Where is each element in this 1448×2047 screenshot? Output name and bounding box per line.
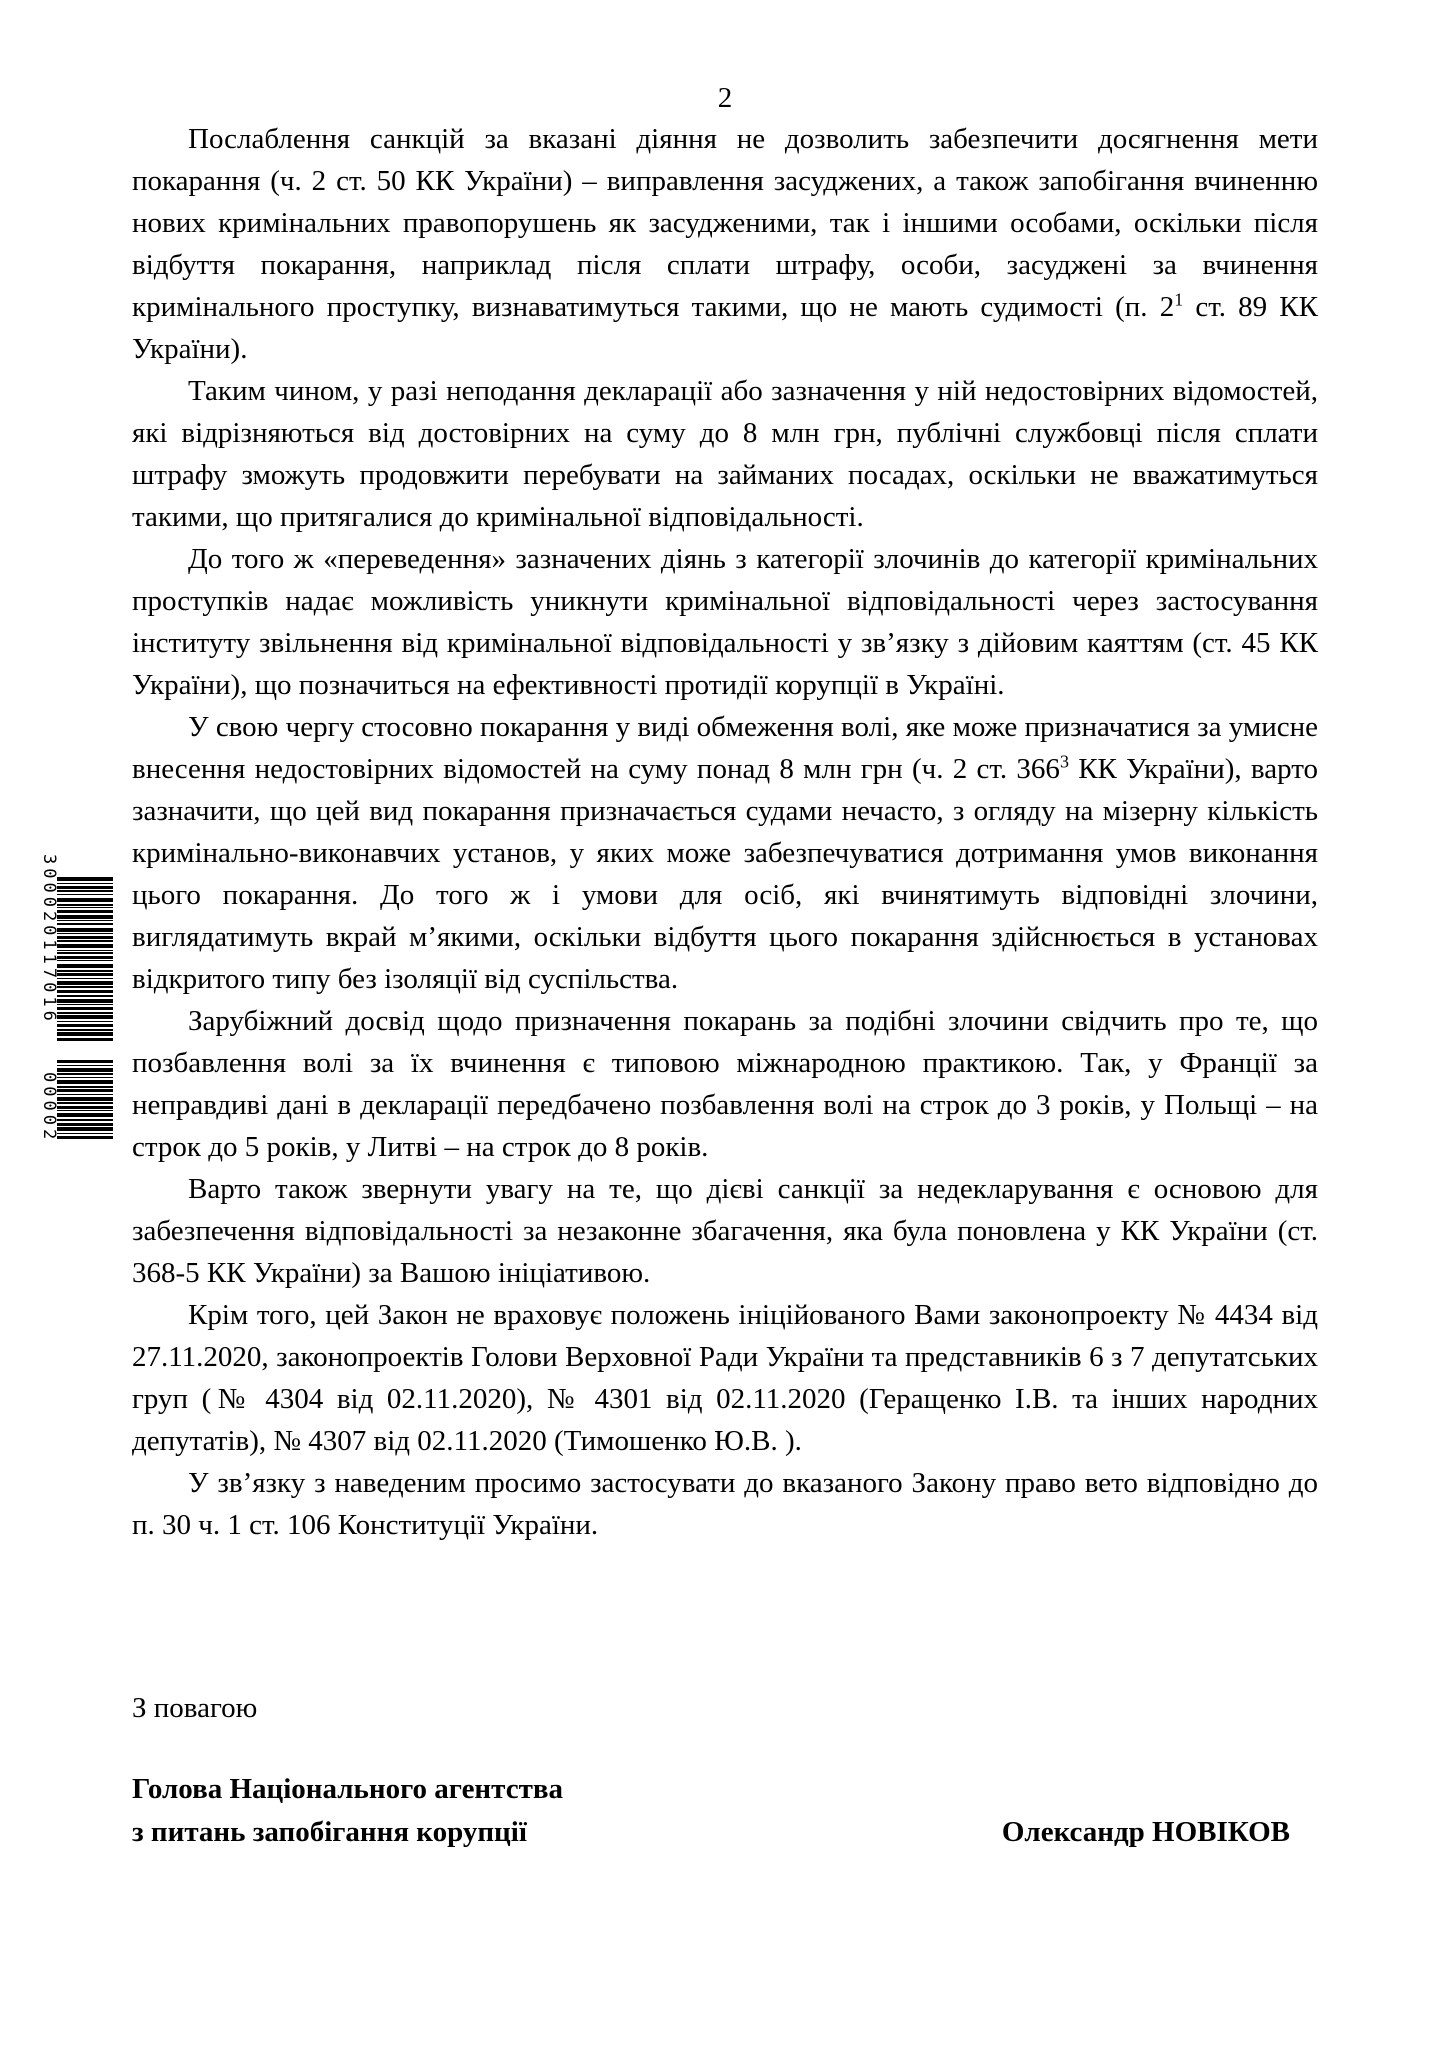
signer-name: Олександр НОВІКОВ xyxy=(1001,1816,1290,1848)
barcode-bar xyxy=(57,1029,113,1031)
barcode-bar xyxy=(57,999,113,1003)
paragraph: У свою чергу стосовно покарання у виді обмеження волі, яке може призначатися за умисне внесення недостовірних відомостей на суму понад 8 млн грн (ч. 2 ст. $366^3$ КК України), варто зазначити, що цей вид покарання призначається судами нечасто, з огляду на мізерну кількість кримінально-виконавчих установ, у яких може забезпечуватися дотримання умов виконання цього покарання. До того ж і умови для осіб, які вчинятимуть відповідні злочини, виглядатимуть вкрай м’якими, оскільки відбуття цього покарання здійснюється в установах відкритого типу без ізоляції від суспільства. xyxy=(132,711,1318,995)
page-number: 2 xyxy=(717,82,733,114)
paragraph: До того ж «переведення» зазначених діянь з категорії злочинів до категорії кримінальних проступків надає можливість уникнути кримінальної відповідальності через застосування інституту звільнення від кримінальної відповідальності у зв’язку з дійовим каяттям (ст. 45 КК України), що позначиться на ефективності протидії корупції в Україні. xyxy=(132,543,1318,701)
barcode-bar xyxy=(57,890,113,892)
barcode-bar xyxy=(57,956,113,959)
barcode-bar xyxy=(57,1060,113,1063)
barcode-bar xyxy=(57,950,113,951)
barcode-bar xyxy=(57,1015,113,1019)
barcode-bar xyxy=(57,907,113,908)
barcode-bar xyxy=(57,923,113,925)
barcode-bar xyxy=(57,1094,113,1095)
signer-title-line1: Голова Національного агентства xyxy=(132,1773,564,1805)
barcode-bar xyxy=(57,928,113,932)
paragraph: Крім того, цей Закон не враховує положень ініційованого Вами законопроекту № 4434 від 27.11.2020, законопроектів Голови Верховної Ради України та представників 6 з 7 депутатських груп (№ 4304 від 02.11.2020), № 4301 від 02.11.2020 (Геращенко І.В. та інших народних депутатів), № 4307 від 02.11.2020 (Тимошенко Ю.В. ). xyxy=(132,1299,1318,1457)
barcode-bar xyxy=(57,1113,113,1117)
barcode-bar xyxy=(57,970,113,972)
barcode-bar xyxy=(57,1024,113,1027)
barcode-bar xyxy=(57,894,113,895)
barcode-bar xyxy=(57,1021,113,1022)
barcode-bar xyxy=(57,1080,113,1084)
barcode-bar xyxy=(57,1127,113,1131)
paragraph: Таким чином, у разі неподання декларації або зазначення у ній недостовірних відомостей, які відрізняються від достовірних на суму до 8 млн грн, публічні службовці після сплати штрафу зможуть продовжити перебувати на займаних посадах, оскільки не вважатимуться такими, що притягалися до кримінальної відповідальності. xyxy=(132,375,1318,533)
paragraph: Варто також звернути увагу на те, що дієві санкції за недекларування є основою для забезпечення відповідальності за незаконне збагачення, яка була поновлена у КК України (ст. 368-5 КК України) за Вашою ініціативою. xyxy=(132,1173,1318,1289)
barcode-bar xyxy=(57,1073,113,1075)
barcode-bar xyxy=(57,936,113,939)
barcode-bar xyxy=(57,978,113,979)
barcode-bar xyxy=(57,940,113,942)
barcode-bar xyxy=(57,1136,113,1139)
barcode-number-secondary: 00002 xyxy=(39,1072,59,1144)
barcode-rotated-strip xyxy=(35,846,113,1156)
superscript: 1 xyxy=(1174,289,1184,310)
barcode-bar xyxy=(57,952,113,954)
barcode xyxy=(35,846,113,1156)
barcode-bar xyxy=(57,1086,113,1088)
paragraph: У зв’язку з наведеним просимо застосувати до вказаного Закону право вето відповідно до п. 30 ч. 1 ст. 106 Конституції України. xyxy=(132,1467,1318,1541)
barcode-bar xyxy=(57,981,113,985)
barcode-bar xyxy=(57,995,113,997)
barcode-bar xyxy=(57,1133,113,1134)
barcode-bar xyxy=(57,964,113,968)
barcode-bar xyxy=(57,904,113,906)
barcode-bar xyxy=(57,910,113,913)
barcode-bar xyxy=(57,1110,113,1111)
paragraph: Послаблення санкцій за вказані діяння не дозволить забезпечити досягнення мети покарання (ч. 2 ст. 50 КК України) – виправлення засуджених, а також запобігання вчиненню нових кримінальних правопорушень як засудженими, так і іншими особами, оскільки після відбуття покарання, наприклад після сплати штрафу, особи, засуджені за вчинення кримінального проступку, визнаватимуться такими, що не мають судимості (п. $2^1$ ст. 89 КК України). xyxy=(132,123,1318,365)
signer-title-line2: з питань запобігання корупції xyxy=(132,1816,527,1848)
barcode-bar xyxy=(57,1032,113,1036)
closing-salutation: З повагою xyxy=(132,1692,258,1724)
barcode-bar xyxy=(57,960,113,961)
barcode-bar xyxy=(57,1004,113,1005)
document-body xyxy=(132,118,1318,1546)
signature-block xyxy=(132,1768,1318,1854)
barcode-bar xyxy=(57,990,113,993)
barcode-bar xyxy=(57,1106,113,1109)
barcode-bar xyxy=(57,886,113,889)
barcode-bar xyxy=(57,877,113,881)
barcode-bars-group1 xyxy=(57,877,113,1041)
barcode-bar xyxy=(57,944,113,948)
barcode-bar xyxy=(57,1007,113,1010)
barcode-bar xyxy=(57,1089,113,1092)
barcode-bar xyxy=(57,1012,113,1014)
barcode-bars-group2 xyxy=(57,1060,113,1139)
barcode-bar xyxy=(57,898,113,902)
barcode-bar xyxy=(57,1119,113,1121)
barcode-bar xyxy=(57,1038,113,1041)
barcode-bar xyxy=(57,1065,113,1066)
barcode-bar xyxy=(57,915,113,919)
barcode-bar xyxy=(57,1077,113,1078)
barcode-number-primary: 300020117016 xyxy=(39,854,59,1025)
barcode-bar xyxy=(57,1123,113,1126)
barcode-bar xyxy=(57,1102,113,1104)
barcode-bar xyxy=(57,933,113,934)
barcode-bar xyxy=(57,973,113,976)
barcode-bar xyxy=(57,986,113,988)
barcode-bar xyxy=(57,920,113,921)
superscript: 3 xyxy=(1059,751,1069,772)
barcode-bar xyxy=(57,1068,113,1072)
paragraph: Зарубіжний досвід щодо призначення покарань за подібні злочини свідчить про те, що позбавлення волі за їх вчинення є типовою міжнародною практикою. Так, у Франції за неправдиві дані в декларації передбачено позбавлення волі на строк до 3 років, у Польщі – на строк до 5 років, у Литві – на строк до 8 років. xyxy=(132,1005,1318,1163)
barcode-bar xyxy=(57,1097,113,1101)
barcode-bar xyxy=(57,883,113,884)
